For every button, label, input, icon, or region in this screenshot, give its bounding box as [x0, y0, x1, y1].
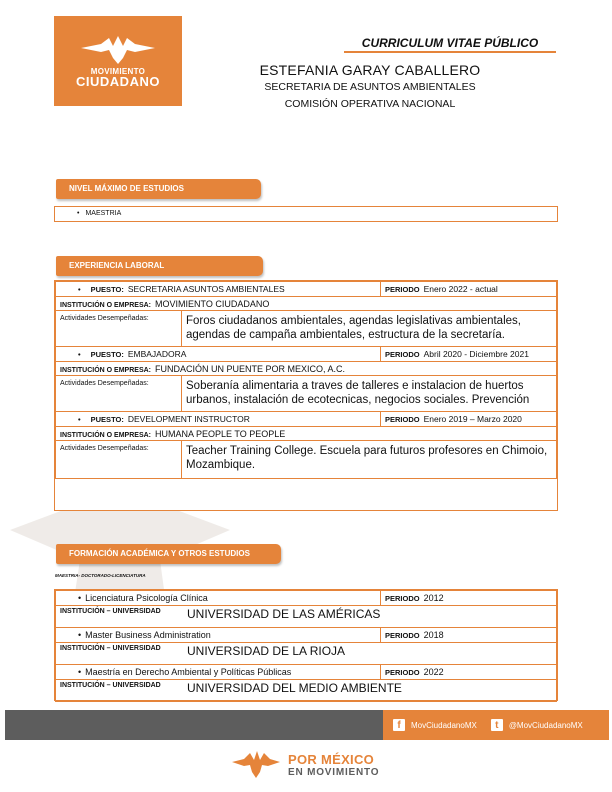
facebook-icon[interactable]: f — [393, 719, 405, 731]
twitter-handle[interactable]: @MovCiudadanoMX — [508, 720, 583, 730]
job-institution: HUMANA PEOPLE TO PEOPLE — [155, 429, 286, 439]
education-institution: UNIVERSIDAD DEL MEDIO AMBIENTE — [187, 681, 402, 695]
job-activities-row — [56, 376, 557, 412]
position-label: • PUESTO: — [78, 415, 124, 424]
job-period-cell — [381, 412, 557, 427]
job-institution-row — [56, 297, 557, 311]
job-activities: Soberanía alimentaria a traves de talleres e instalacion de huertos urbanos, instalación de ecotecnicas, negocios sociales. Prevención — [182, 376, 557, 412]
person-name: ESTEFANIA GARAY CABALLERO — [259, 62, 481, 78]
job-activities: Teacher Training College. Escuela para futuros profesores en Chimoio, Mozambique. — [182, 441, 557, 479]
experience-box — [54, 280, 558, 511]
social-links — [383, 710, 609, 740]
logo-text-movimiento: MOVIMIENTO — [90, 67, 146, 76]
activities-label: Actividades Desempeñadas: — [56, 311, 182, 347]
job-position: EMBAJADORA — [127, 349, 187, 359]
section-tab-experience: EXPERIENCIA LABORAL — [56, 256, 263, 276]
position-label: • PUESTO: — [78, 350, 124, 359]
education-institution: UNIVERSIDAD DE LA RIOJA — [187, 644, 346, 658]
activities-label: Actividades Desempeñadas: — [56, 376, 182, 412]
job-period: Enero 2019 – Marzo 2020 — [423, 414, 522, 424]
period-label: PERIODO — [385, 285, 420, 294]
job-activities-row — [56, 441, 557, 479]
movimiento-ciudadano-logo — [54, 16, 182, 106]
job-position-cell — [56, 282, 381, 297]
education-institution: UNIVERSIDAD DE LAS AMÉRICAS — [187, 607, 381, 621]
education-row — [56, 665, 557, 680]
degree-name: • Maestría en Derecho Ambiental y Políticas Públicas — [56, 665, 381, 680]
education-institution-cell — [56, 680, 557, 702]
education-institution-row — [56, 606, 557, 628]
institution-label: INSTITUCIÓN – UNIVERSIDAD — [60, 645, 161, 652]
degree-period: 2012 — [423, 593, 444, 603]
activities-label: Actividades Desempeñadas: — [56, 441, 182, 479]
institution-label: INSTITUCIÓN O EMPRESA: — [60, 367, 152, 374]
institution-label: INSTITUCIÓN O EMPRESA: — [60, 432, 152, 439]
education-institution-cell — [56, 606, 557, 628]
education-box — [54, 589, 558, 701]
job-institution: MOVIMIENTO CIUDADANO — [155, 299, 270, 309]
institution-label: INSTITUCIÓN O EMPRESA: — [60, 302, 152, 309]
education-row — [56, 591, 557, 606]
slogan-line2: EN MOVIMIENTO — [288, 766, 380, 778]
eagle-icon — [230, 750, 282, 780]
degree-period-cell — [381, 591, 557, 606]
period-label: PERIODO — [385, 668, 420, 677]
degree-name: • Master Business Administration — [56, 628, 381, 643]
job-position: DEVELOPMENT INSTRUCTOR — [127, 414, 250, 424]
facebook-handle[interactable]: MovCiudadanoMX — [411, 720, 477, 730]
period-label: PERIODO — [385, 594, 420, 603]
job-institution-row — [56, 427, 557, 441]
job-position: SECRETARIA ASUNTOS AMBIENTALES — [127, 284, 285, 294]
period-label: PERIODO — [385, 631, 420, 640]
education-note: MAESTRIA- DOCTORADO-LICENCIATURA — [55, 573, 146, 578]
job-period: Enero 2022 - actual — [423, 284, 498, 294]
person-organization: COMISIÓN OPERATIVA NACIONAL — [284, 98, 456, 110]
job-institution-cell — [56, 427, 557, 441]
cv-title-underline — [344, 51, 556, 53]
education-institution-row — [56, 643, 557, 665]
degree-period-cell — [381, 665, 557, 680]
job-period-cell — [381, 347, 557, 362]
job-position-cell — [56, 347, 381, 362]
section-tab-education: FORMACIÓN ACADÉMICA Y OTROS ESTUDIOS — [56, 544, 281, 564]
job-period-cell — [381, 282, 557, 297]
education-institution-cell — [56, 643, 557, 665]
position-label: • PUESTO: — [78, 285, 124, 294]
period-label: PERIODO — [385, 350, 420, 359]
section-tab-studies: NIVEL MÁXIMO DE ESTUDIOS — [56, 179, 261, 199]
degree-name: • Licenciatura Psicología Clínica — [56, 591, 381, 606]
degree-period: 2018 — [423, 630, 444, 640]
cv-title: CURRICULUM VITAE PÚBLICO — [361, 36, 539, 50]
studies-level: • MAESTRIA — [55, 207, 557, 217]
person-role: SECRETARIA DE ASUNTOS AMBIENTALES — [264, 81, 476, 93]
period-label: PERIODO — [385, 415, 420, 424]
studies-box — [54, 206, 558, 222]
education-institution-row — [56, 680, 557, 702]
twitter-icon[interactable]: t — [491, 719, 503, 731]
job-institution-row — [56, 362, 557, 376]
institution-label: INSTITUCIÓN – UNIVERSIDAD — [60, 608, 161, 615]
job-activities: Foros ciudadanos ambientales, agendas legislativas ambientales, agendas de campaña ambientales, estructura de la secretaría. — [182, 311, 557, 347]
job-position-cell — [56, 412, 381, 427]
job-activities-row — [56, 311, 557, 347]
education-table — [55, 590, 557, 702]
degree-period-cell — [381, 628, 557, 643]
job-institution-cell — [56, 362, 557, 376]
slogan-line1: POR MÉXICO — [288, 751, 375, 767]
job-row — [56, 412, 557, 427]
job-period: Abril 2020 - Diciembre 2021 — [423, 349, 529, 359]
experience-table — [55, 281, 557, 479]
logo-text-ciudadano: CIUDADANO — [76, 74, 160, 89]
institution-label: INSTITUCIÓN – UNIVERSIDAD — [60, 682, 161, 689]
job-institution-cell — [56, 297, 557, 311]
job-row — [56, 282, 557, 297]
degree-period: 2022 — [423, 667, 444, 677]
job-row — [56, 347, 557, 362]
slogan-logo — [230, 750, 379, 780]
eagle-icon — [79, 34, 157, 66]
job-institution: FUNDACIÓN UN PUENTE POR MEXICO, A.C. — [155, 364, 346, 374]
education-row — [56, 628, 557, 643]
footer-band — [5, 710, 609, 740]
